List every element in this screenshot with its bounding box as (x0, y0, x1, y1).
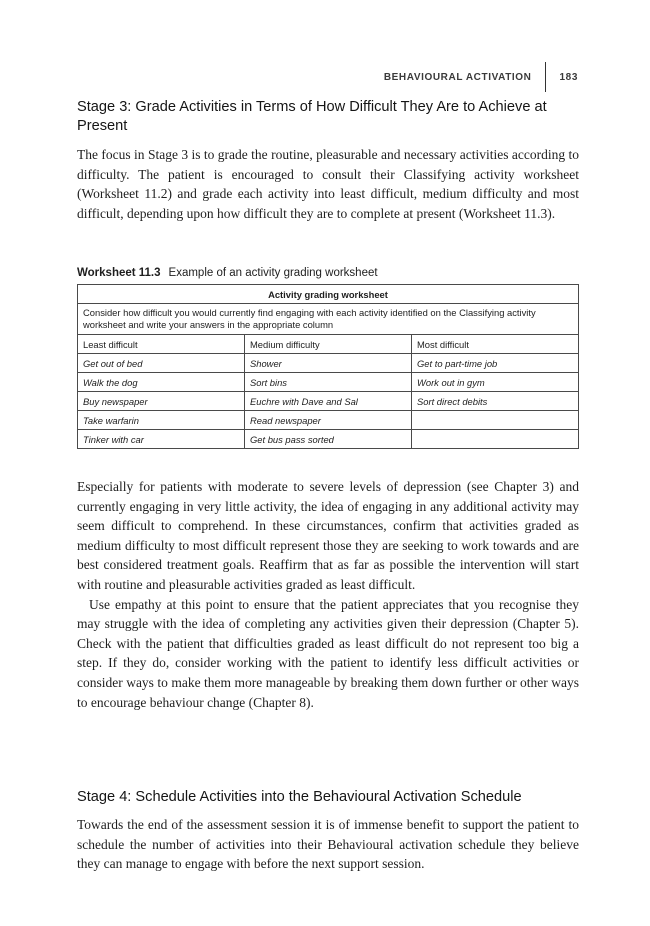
table-cell: Get bus pass sorted (245, 430, 412, 449)
table-cell: Shower (245, 354, 412, 373)
table-row (78, 354, 579, 373)
stage3-section (77, 98, 579, 136)
table-cell (412, 411, 579, 430)
table-cell: Walk the dog (78, 373, 245, 392)
column-header: Medium difficulty (245, 335, 412, 354)
column-header: Most difficult (412, 335, 579, 354)
table-row (78, 373, 579, 392)
body-paragraph-1: Especially for patients with moderate to severe levels of depression (see Chapter 3) and currently engaging in very little activity, the idea of engaging in any additional activity may seem difficult to comprehend. In these circumstances, confirm that activities graded as medium difficulty to most difficult represent those they are seeking to work towards and are best considered treatment goals. Reaffirm that as far as possible the intervention will start with routine and pleasurable activities graded as least difficult. (77, 479, 579, 592)
worksheet-caption (77, 267, 579, 279)
table-row (78, 392, 579, 411)
table-cell: Tinker with car (78, 430, 245, 449)
running-head (384, 62, 578, 92)
table-cell: Sort direct debits (412, 392, 579, 411)
table-cell: Sort bins (245, 373, 412, 392)
worksheet-title: Activity grading worksheet (78, 285, 579, 304)
table-cell: Take warfarin (78, 411, 245, 430)
stage3-heading: Stage 3: Grade Activities in Terms of How Difficult They Are to Achieve at Present (77, 99, 547, 134)
worksheet-block (77, 267, 579, 279)
body-paragraph-2: Use empathy at this point to ensure that the patient appreciates that you recognise they may struggle with the idea of completing any activities given their depression (Chapter 5). Check with the patient that difficulties graded as least difficult do not represent too big a step. If they do, consider working with the patient to identify less difficult activities or consider ways to make them more manageable by breaking them down further or other ways to encourage behaviour change (Chapter 8). (77, 596, 579, 710)
activity-grading-table (77, 284, 579, 449)
stage4-section (77, 788, 579, 807)
table-cell: Euchre with Dave and Sal (245, 392, 412, 411)
stage4-paragraph: Towards the end of the assessment session it is of immense benefit to support the patient to schedule the number of activities into their Behavioural activation schedule they believe they can manage to engage with before the next support session. (77, 817, 579, 872)
table-cell: Get to part-time job (412, 354, 579, 373)
worksheet-caption-text: Example of an activity grading worksheet (168, 267, 378, 279)
table-row (78, 430, 579, 449)
table-cell: Work out in gym (412, 373, 579, 392)
column-header: Least difficult (78, 335, 245, 354)
running-head-title: BEHAVIOURAL ACTIVATION (383, 71, 532, 83)
table-cell: Get out of bed (78, 354, 245, 373)
running-head-divider (545, 62, 546, 92)
worksheet-number: Worksheet 11.3 (77, 267, 161, 279)
table-cell: Buy newspaper (78, 392, 245, 411)
stage3-paragraph: The focus in Stage 3 is to grade the routine, pleasurable and necessary activities according to difficulty. The patient is encouraged to consult their Classifying activity worksheet (Worksheet 11.2) and grade each activity into least difficult, medium difficulty and most difficult, depending upon how difficult they are to complete at present (Worksheet 11.3). (77, 147, 579, 221)
worksheet-instruction: Consider how difficult you would currently find engaging with each activity identified on the Classifying activity worksheet and write your answers in the appropriate column (78, 304, 579, 335)
table-cell: Read newspaper (245, 411, 412, 430)
table-header-row (78, 335, 579, 354)
discussion-section (77, 477, 579, 712)
stage4-heading: Stage 4: Schedule Activities into the Behavioural Activation Schedule (77, 789, 522, 805)
table-cell (412, 430, 579, 449)
page-number: 183 (559, 71, 578, 83)
table-row (78, 411, 579, 430)
